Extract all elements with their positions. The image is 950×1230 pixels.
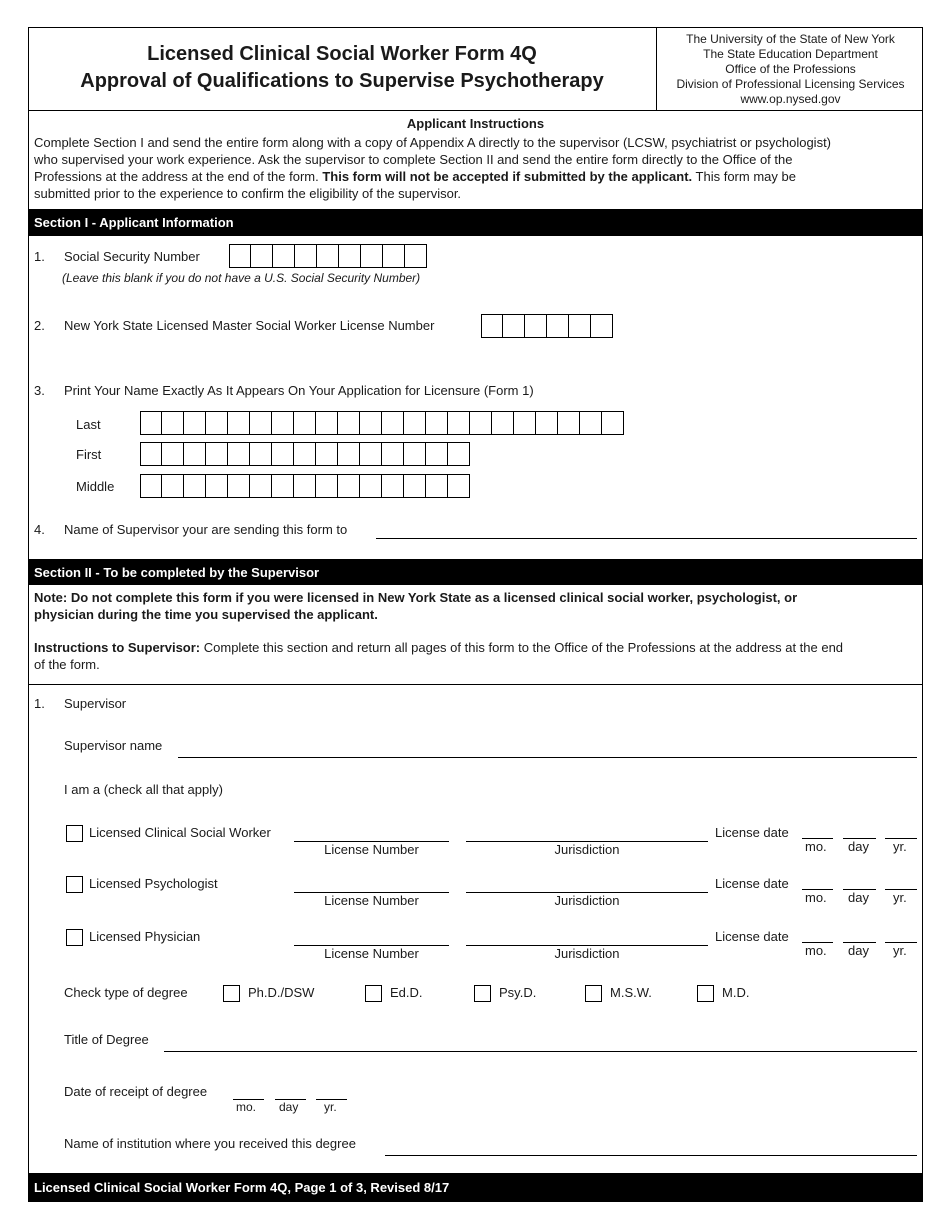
ssn-label: Social Security Number [64, 249, 200, 264]
physician-jurisdiction-caption: Jurisdiction [554, 946, 620, 961]
middle-name-letter-box[interactable] [316, 474, 338, 498]
psychologist-license-date-label: License date [715, 876, 789, 891]
lcsw-license-date-label: License date [715, 825, 789, 840]
first-name-letter-box[interactable] [272, 442, 294, 466]
instructions-heading: Applicant Instructions [406, 116, 545, 131]
agency-line: Office of the Professions [725, 62, 856, 76]
ssn-digit-box[interactable] [295, 244, 317, 268]
degree-year-caption: yr. [324, 1100, 337, 1114]
last-name-letter-box[interactable] [294, 411, 316, 435]
last-name-letter-box[interactable] [338, 411, 360, 435]
ssn-input[interactable] [229, 244, 427, 268]
physician-license-date-label: License date [715, 929, 789, 944]
supervisor-heading: Supervisor [64, 696, 127, 711]
last-name-letter-box[interactable] [426, 411, 448, 435]
degree-edd-label: Ed.D. [390, 985, 423, 1000]
license-digit-box[interactable] [591, 314, 613, 338]
degree-msw-label: M.S.W. [610, 985, 652, 1000]
middle-name-input[interactable] [140, 474, 470, 498]
institution-line [385, 1155, 917, 1156]
last-name-letter-box[interactable] [448, 411, 470, 435]
psychologist-month-caption: mo. [805, 890, 827, 905]
license-digit-box[interactable] [503, 314, 525, 338]
lcsw-year-caption: yr. [893, 839, 907, 854]
first-name-letter-box[interactable] [206, 442, 228, 466]
ssn-digit-box[interactable] [383, 244, 405, 268]
middle-name-letter-box[interactable] [140, 474, 162, 498]
ssn-digit-box[interactable] [273, 244, 295, 268]
ssn-digit-box[interactable] [405, 244, 427, 268]
middle-name-letter-box[interactable] [294, 474, 316, 498]
last-name-letter-box[interactable] [206, 411, 228, 435]
middle-name-letter-box[interactable] [382, 474, 404, 498]
instr-line [34, 641, 914, 658]
first-name-letter-box[interactable] [360, 442, 382, 466]
first-name-letter-box[interactable] [316, 442, 338, 466]
lcsw-checkbox[interactable] [66, 825, 83, 842]
last-name-label: Last [76, 417, 101, 432]
middle-name-letter-box[interactable] [426, 474, 448, 498]
last-name-letter-box[interactable] [140, 411, 162, 435]
q1-number: 1. [34, 249, 45, 264]
lcsw-month-caption: mo. [805, 839, 827, 854]
psychologist-license-number-caption: License Number [324, 893, 419, 908]
degree-title-field[interactable] [166, 1033, 915, 1050]
instructions-line: submitted prior to the experience to confirm the eligibility of the supervisor. [34, 186, 462, 201]
degree-title-label: Title of Degree [64, 1032, 149, 1047]
last-name-letter-box[interactable] [162, 411, 184, 435]
license-digit-box[interactable] [547, 314, 569, 338]
middle-name-letter-box[interactable] [272, 474, 294, 498]
section2-bar: Section II - To be completed by the Supervisor [28, 559, 923, 585]
agency-block [658, 32, 923, 107]
q4-number: 4. [34, 522, 45, 537]
last-name-letter-box[interactable] [184, 411, 206, 435]
instr-text: Complete this section and return all pages of this form to the Office of the Professions at the address at the end [200, 640, 844, 655]
last-name-letter-box[interactable] [382, 411, 404, 435]
instructions-line [34, 170, 914, 187]
lmsw-label: New York State Licensed Master Social Worker License Number [64, 318, 435, 333]
license-digit-box[interactable] [525, 314, 547, 338]
q3-number: 3. [34, 383, 45, 398]
first-name-letter-box[interactable] [140, 442, 162, 466]
last-name-letter-box[interactable] [492, 411, 514, 435]
footer-bar: Licensed Clinical Social Worker Form 4Q, Page 1 of 3, Revised 8/17 [28, 1173, 923, 1202]
first-name-letter-box[interactable] [338, 442, 360, 466]
middle-name-letter-box[interactable] [206, 474, 228, 498]
i-am-label: I am a (check all that apply) [64, 782, 223, 797]
last-name-letter-box[interactable] [272, 411, 294, 435]
institution-field[interactable] [387, 1137, 915, 1154]
note-line: Note: Do not complete this form if you were licensed in New York State as a licensed clinical social worker, psychologist, or [34, 590, 798, 605]
header-divider [656, 27, 657, 111]
physician-label: Licensed Physician [89, 929, 201, 944]
middle-name-label: Middle [76, 479, 115, 494]
first-name-letter-box[interactable] [184, 442, 206, 466]
lmsw-license-input[interactable] [481, 314, 613, 338]
middle-name-letter-box[interactable] [162, 474, 184, 498]
last-name-letter-box[interactable] [404, 411, 426, 435]
instructions-body [34, 136, 914, 204]
s2-q1-number: 1. [34, 696, 45, 711]
degree-type-label: Check type of degree [64, 985, 188, 1000]
section1-bar: Section I - Applicant Information [28, 209, 923, 236]
middle-name-letter-box[interactable] [184, 474, 206, 498]
psychologist-day-caption: day [848, 890, 869, 905]
last-name-letter-box[interactable] [360, 411, 382, 435]
form-title-line2: Approval of Qualifications to Supervise Psychotherapy [80, 70, 604, 92]
degree-md-checkbox[interactable] [697, 985, 714, 1002]
institution-label: Name of institution where you received this degree [64, 1136, 356, 1151]
license-digit-box[interactable] [569, 314, 591, 338]
first-name-input[interactable] [140, 442, 470, 466]
degree-md-label: M.D. [722, 985, 750, 1000]
middle-name-letter-box[interactable] [228, 474, 250, 498]
agency-line: The University of the State of New York [686, 32, 895, 46]
license-digit-box[interactable] [481, 314, 503, 338]
first-name-letter-box[interactable] [250, 442, 272, 466]
agency-website[interactable]: www.op.nysed.gov [740, 92, 841, 106]
last-name-letter-box[interactable] [250, 411, 272, 435]
degree-date-label: Date of receipt of degree [64, 1084, 208, 1099]
physician-license-number-caption: License Number [324, 946, 419, 961]
supervisor-target-field[interactable] [378, 520, 915, 537]
last-name-letter-box[interactable] [558, 411, 580, 435]
last-name-letter-box[interactable] [602, 411, 624, 435]
psychologist-checkbox[interactable] [66, 876, 83, 893]
first-name-letter-box[interactable] [228, 442, 250, 466]
first-name-letter-box[interactable] [448, 442, 470, 466]
instructions-text: This form may be [692, 169, 796, 184]
psychologist-year-caption: yr. [893, 890, 907, 905]
psychologist-jurisdiction-caption: Jurisdiction [554, 893, 620, 908]
supervisor-name-field[interactable] [180, 739, 915, 756]
section2-rule [28, 684, 923, 685]
middle-name-letter-box[interactable] [250, 474, 272, 498]
instr-heading: Instructions to Supervisor: [34, 640, 201, 655]
instructions-line: Complete Section I and send the entire form along with a copy of Appendix A directly to the supervisor (LCSW, psychiatrist or psychologist) [34, 135, 832, 150]
degree-psyd-label: Psy.D. [499, 985, 537, 1000]
name-label: Print Your Name Exactly As It Appears On Your Application for Licensure (Form 1) [64, 383, 534, 398]
degree-psyd-checkbox[interactable] [474, 985, 491, 1002]
last-name-letter-box[interactable] [514, 411, 536, 435]
supervisor-name-label: Supervisor name [64, 738, 163, 753]
instr-line: of the form. [34, 657, 100, 672]
q2-number: 2. [34, 318, 45, 333]
supervisor-instructions [34, 641, 914, 675]
ssn-digit-box[interactable] [251, 244, 273, 268]
instructions-line: who supervised your work experience. Ask the supervisor to complete Section II and send the entire form directly to the Office of the [34, 152, 793, 167]
physician-month-caption: mo. [805, 943, 827, 958]
ssn-note: (Leave this blank if you do not have a U.S. Social Security Number) [62, 271, 421, 285]
ssn-digit-box[interactable] [229, 244, 251, 268]
supervisor-note [34, 591, 914, 625]
physician-checkbox[interactable] [66, 929, 83, 946]
last-name-letter-box[interactable] [316, 411, 338, 435]
supervisor-target-label: Name of Supervisor your are sending this form to [64, 522, 348, 537]
middle-name-letter-box[interactable] [448, 474, 470, 498]
first-name-letter-box[interactable] [382, 442, 404, 466]
lcsw-label: Licensed Clinical Social Worker [89, 825, 271, 840]
first-name-letter-box[interactable] [426, 442, 448, 466]
last-name-letter-box[interactable] [580, 411, 602, 435]
degree-msw-checkbox[interactable] [585, 985, 602, 1002]
last-name-letter-box[interactable] [536, 411, 558, 435]
agency-line: Division of Professional Licensing Services [676, 77, 905, 91]
first-name-letter-box[interactable] [294, 442, 316, 466]
degree-phd-dsw-label: Ph.D./DSW [248, 985, 315, 1000]
supervisor-name-line [178, 757, 917, 758]
lcsw-license-number-caption: License Number [324, 842, 419, 857]
degree-day-caption: day [279, 1100, 299, 1114]
lcsw-jurisdiction-caption: Jurisdiction [554, 842, 620, 857]
header-bottom-rule [28, 110, 923, 111]
form-title-line1: Licensed Clinical Social Worker Form 4Q [147, 43, 537, 65]
note-line: physician during the time you supervised the applicant. [34, 607, 378, 622]
supervisor-target-line [376, 538, 917, 539]
ssn-digit-box[interactable] [317, 244, 339, 268]
degree-title-line [164, 1051, 917, 1052]
physician-year-caption: yr. [893, 943, 907, 958]
instructions-warning: This form will not be accepted if submitted by the applicant. [322, 169, 693, 184]
middle-name-letter-box[interactable] [338, 474, 360, 498]
psychologist-label: Licensed Psychologist [89, 876, 218, 891]
first-name-label: First [76, 447, 102, 462]
degree-edd-checkbox[interactable] [365, 985, 382, 1002]
last-name-letter-box[interactable] [470, 411, 492, 435]
last-name-letter-box[interactable] [228, 411, 250, 435]
ssn-digit-box[interactable] [339, 244, 361, 268]
degree-month-caption: mo. [236, 1100, 257, 1114]
first-name-letter-box[interactable] [162, 442, 184, 466]
instructions-text: Professions at the address at the end of the form. [34, 169, 323, 184]
middle-name-letter-box[interactable] [404, 474, 426, 498]
agency-line: The State Education Department [703, 47, 878, 61]
last-name-input[interactable] [140, 411, 624, 435]
middle-name-letter-box[interactable] [360, 474, 382, 498]
physician-day-caption: day [848, 943, 869, 958]
ssn-digit-box[interactable] [361, 244, 383, 268]
degree-phd-dsw-checkbox[interactable] [223, 985, 240, 1002]
first-name-letter-box[interactable] [404, 442, 426, 466]
lcsw-day-caption: day [848, 839, 869, 854]
